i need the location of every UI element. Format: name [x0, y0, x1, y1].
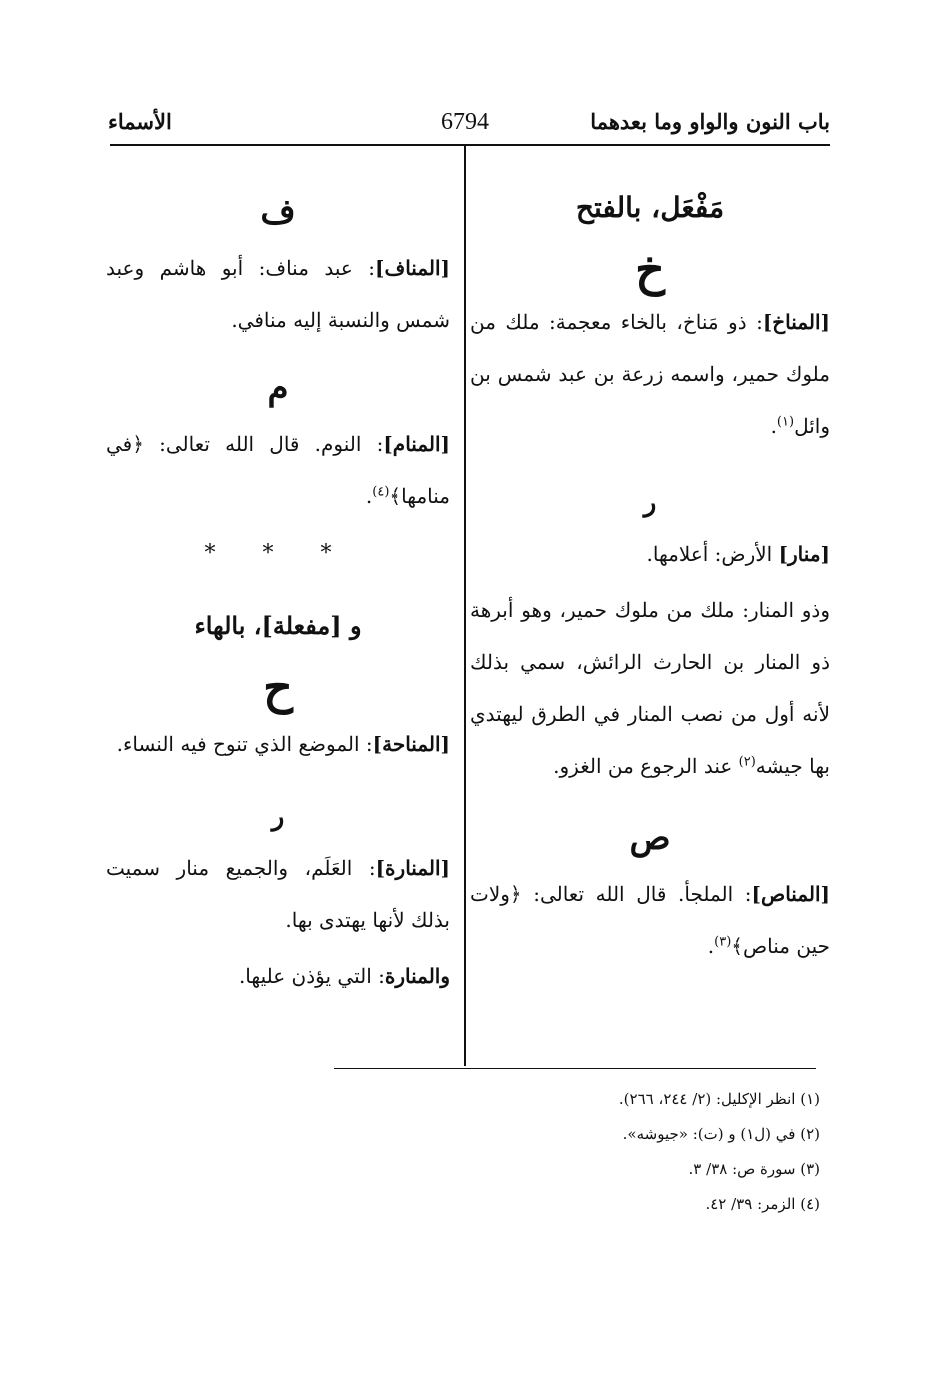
- footnote-ref: (٤): [372, 484, 390, 500]
- chapter-title: باب النون والواو وما بعدهما: [590, 109, 830, 134]
- footnote-ref: (٢): [738, 754, 756, 770]
- entry-term: [منار]: [778, 542, 830, 566]
- letter-heading-kha: خ: [635, 242, 665, 296]
- entry-term: [المنام]: [383, 432, 450, 456]
- entry-manas: [470, 868, 830, 972]
- entry-text: وذو المنار: ملك من ملوك حمير، وهو أبرهة ذو المنار بن الحارث الرائش، سمي بذلك لأنه أول من نصب المنار في الطرق ليهتدي بها جيشه: [470, 598, 830, 778]
- entry-manara-2: [106, 950, 450, 1002]
- entry-text: : الموضع الذي تنوح فيه النساء.: [116, 732, 373, 756]
- entry-term: [المناخ]: [762, 310, 830, 334]
- entry-manam: [106, 418, 450, 522]
- footnote-ref: (١): [776, 414, 795, 430]
- entry-manaha: [106, 718, 450, 770]
- footnote-4: (٤) الزمر: ٣٩/ ٤٢.: [705, 1195, 820, 1213]
- right-column: [470, 182, 830, 972]
- letter-heading-sad: ص: [629, 818, 671, 858]
- entry-text: : التي يؤذن عليها.: [238, 964, 385, 988]
- footnote-3: (٣) سورة ص: ٣٨/ ٣.: [688, 1160, 820, 1178]
- entry-dhul-manar: [470, 584, 830, 792]
- entry-term: والمنارة: [384, 964, 450, 988]
- header-rule: [110, 144, 830, 146]
- letter-heading-fa: ف: [260, 192, 296, 232]
- entry-end: .: [365, 484, 373, 508]
- entry-term: [المناحة]: [372, 732, 450, 756]
- footnote-ref: (٣): [714, 934, 732, 950]
- letter-heading-ha: ح: [263, 660, 293, 714]
- letter-heading-mim: م: [267, 368, 289, 408]
- entry-end: .: [707, 934, 715, 958]
- entry-text: : عبد مناف: أبو هاشم وعبد شمس والنسبة إليه منافي.: [106, 256, 450, 332]
- section-title-mafal: مَفْعَل، بالفتح: [575, 191, 725, 224]
- entry-term: [المناف]: [375, 256, 450, 280]
- footnote-rule: [334, 1068, 816, 1069]
- footnotes: [360, 1082, 820, 1222]
- entry-text: : العَلَم، والجميع منار سميت بذلك لأنها يهتدى بها.: [106, 856, 450, 932]
- entry-manakh: [470, 296, 830, 452]
- entry-term: [المناص]: [751, 882, 830, 906]
- column-divider: [464, 146, 466, 1066]
- entry-term: [المنارة]: [375, 856, 450, 880]
- entry-text: : الملجأ. قال الله تعالى: ﴿ولات حين مناص﴾: [470, 882, 830, 958]
- entry-manara: [106, 842, 450, 946]
- entry-manaf: [106, 242, 450, 346]
- entry-end: عند الرجوع من الغزو.: [553, 754, 739, 778]
- left-column: [106, 182, 450, 1002]
- entry-manar: [470, 528, 830, 580]
- letter-heading-ra: ر: [271, 802, 285, 832]
- letter-heading-ra: ر: [643, 488, 657, 518]
- entry-text: : النوم. قال الله تعالى: ﴿في منامها﴾: [106, 432, 450, 508]
- section-name: الأسماء: [108, 109, 172, 134]
- footnote-2: (٢) في (ل١) و (ت): «جيوشه».: [622, 1125, 820, 1143]
- section-separator: * * *: [204, 541, 352, 566]
- page-number: 6794: [441, 109, 489, 135]
- entry-text: : ذو مَناخ، بالخاء معجمة: ملك من ملوك حمير، واسمه زرعة بن عبد شمس بن وائل: [470, 310, 830, 438]
- footnote-1: (١) انظر الإكليل: (٢/ ٢٤٤، ٢٦٦).: [618, 1090, 820, 1108]
- section-title-mafala: و [مفعلة]، بالهاء: [194, 611, 362, 640]
- entry-end: .: [770, 414, 777, 438]
- entry-text: الأرض: أعلامها.: [646, 542, 779, 566]
